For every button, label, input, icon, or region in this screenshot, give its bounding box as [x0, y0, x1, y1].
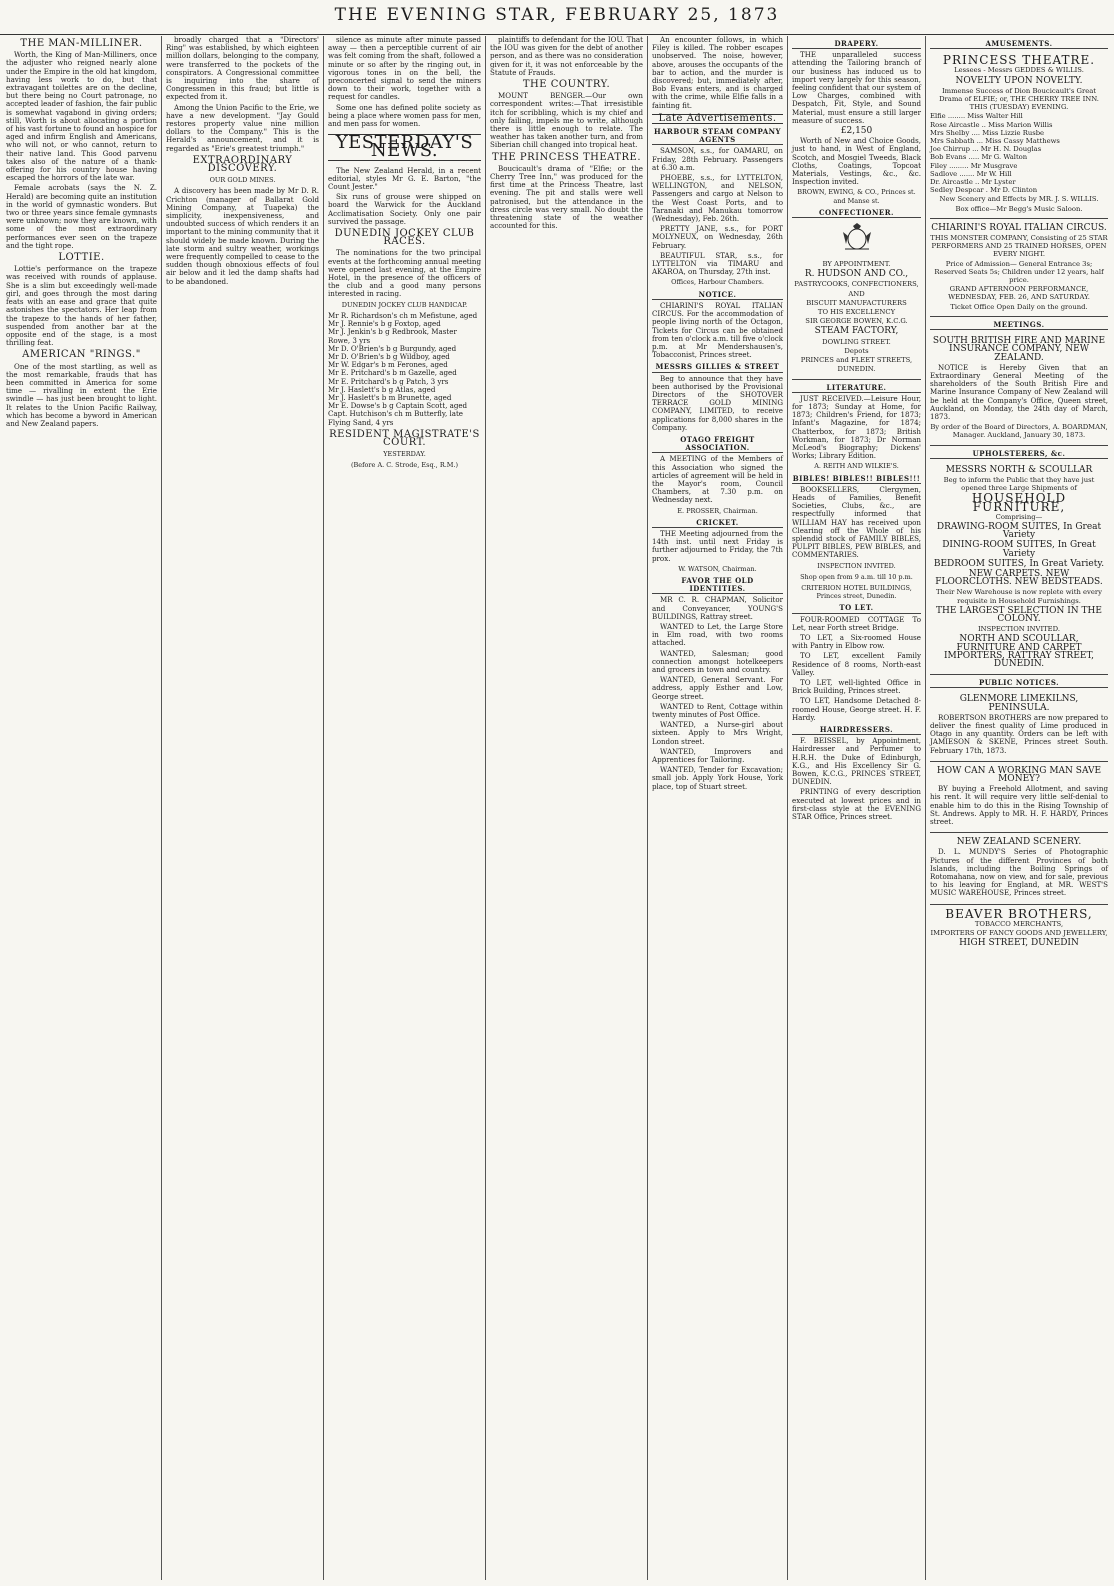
list-item: Mr W. Edgar's b m Ferones, aged	[328, 360, 448, 370]
article-heading: THE COUNTRY.	[522, 79, 611, 91]
ad-line: NEW CARPETS. NEW FLOORCLOTHS. NEW BEDSTEADS.	[935, 568, 1103, 588]
ad-line: By order of the Board of Directors, A. BOARDMAN, Manager. Auckland, January 30, 1873.	[930, 423, 1108, 440]
article-paragraph: Boucicault's drama of "Elfie; or the Cherry Tree Inn," was produced for the first time at the Princess Theatre, last evening. The pit and stalls were well patronised, but the attendance in the dress circle was very small. No doubt the threatening state of the weather accounted for this.	[490, 163, 643, 231]
masthead: THE EVENING STAR, FEBRUARY 25, 1873	[0, 0, 1114, 35]
ad-item: PRINTING of every description executed at lowest prices and in first-class style at the EVENING STAR Office, Princes street.	[792, 787, 921, 822]
list-item: Filey ......... Mr Musgrave	[930, 161, 1018, 170]
ad-line: PASTRYCOOKS, CONFECTIONERS,	[794, 280, 919, 289]
article-paragraph: silence as minute after minute passed away — then a perceptible current of air was felt coming from the shaft, followed a minute or so after by the ringing out, in vigorous tones in on the bell, the preconcerted signal to send the miners down to their work, together with a request for candles.	[328, 36, 481, 102]
ad-item: CHIARINI'S ROYAL ITALIAN CIRCUS. For the accommodation of people living north of the Octagon, Tickets for Circus can be obtained from ten o'clock a.m. till five o'clock p.m. at Mr Mendershausen's, Tobacconist, Princes street.	[652, 300, 783, 360]
column-2	[162, 36, 323, 1580]
ad-line: IMPORTERS OF FANCY GOODS AND JEWELLERY,	[930, 929, 1108, 938]
list-item: Rose Aircastle .. Miss Marion Willis	[930, 120, 1053, 129]
list-item: Mr J. Jenkin's b g Redbrook, Master Rowe, 3 yrs	[328, 327, 457, 345]
section-heading: TO LET.	[792, 604, 921, 613]
firm-name: A. REITH AND WILKIE'S.	[814, 462, 899, 471]
royal-crest-icon	[837, 222, 877, 252]
article-paragraph: Lottie's performance on the trapeze was received with rounds of applause. She is a slim but exceedingly well-made girl, and goes through the most daring feats with an ease and grace that quite astonishes the spectators. Her leap from the trapeze to the hands of her father, suspended from another bar at the opposite end of the stage, is a most thrilling feat.	[6, 264, 157, 348]
ad-line: Comprising—	[995, 512, 1043, 521]
article-subheading: (Before A. C. Strode, Esq., R.M.)	[350, 461, 459, 470]
article-heading: LOTTIE.	[58, 252, 105, 264]
ad-heading: MESSRS GILLIES & STREET	[652, 363, 783, 372]
ad-line: TOBACCO MERCHANTS,	[974, 919, 1064, 928]
ad-heading: FAVOR THE OLD IDENTITIES.	[652, 577, 783, 594]
ad-item: THE unparalleled success attending the Tailoring branch of our business has induced us to import very largely for this season, feeling confident that our system of Low Charges, combined with Despatch, Fit, Style, and Sound Material, must ensure a still larger measure of success.	[792, 50, 921, 125]
list-item: Mrs Shelby .... Miss Lizzie Rusbe	[930, 128, 1045, 137]
signature: E. PROSSER, Chairman.	[677, 506, 758, 515]
ad-line: THE LARGEST SELECTION IN THE COLONY.	[936, 605, 1102, 624]
ad-item: BY buying a Freehold Allotment, and saving his rent. It will require very little self-denial to enable him to do this in the Rising Township of St. Andrews. Apply to MR. H. F. HARDY, Princes street.	[930, 784, 1108, 827]
list-item: Mr E. Dowse's b g Captain Scott, aged	[328, 401, 468, 411]
ad-line: NORTH AND SCOULLAR, FURNITURE AND CARPET IMPORTERS, RATTRAY STREET, DUNEDIN.	[943, 634, 1095, 669]
article-paragraph: Six runs of grouse were shipped on board the Warwick for the Auckland Acclimatisation Society. Only one pair survived the passage.	[328, 192, 481, 226]
ad-working-man	[930, 762, 1108, 833]
ad-princess-theatre	[930, 51, 1108, 219]
article-paragraph: One of the most startling, as well as the most remarkable, frauds that has been committed in America for some time — rivalling in extent the Erie swindle — has just been brought to light. It relates to the Union Pacific Railway, which has become a byword in American and New Zealand papers.	[6, 361, 157, 428]
list-item: Sedley Despcar . Mr D. Clinton	[930, 186, 1038, 195]
ad-item: BEAUTIFUL STAR, s.s., for LYTTELTON via TIMARU and AKAROA, on Thursday, 27th inst.	[652, 250, 783, 277]
list-item: Elfie ........ Miss Walter Hill	[930, 112, 1023, 121]
ad-nz-scenery	[930, 833, 1108, 904]
section-heading: LITERATURE.	[792, 384, 921, 393]
ad-line: DUNEDIN.	[837, 365, 876, 374]
ad-line: MESSRS NORTH & SCOULLAR	[945, 464, 1093, 475]
article-paragraph: plaintiffs to defendant for the IOU. That the IOU was given for the debt of another person, and as there was no consideration given for it, it was not enforceable by the Statute of Frauds.	[490, 36, 643, 77]
ad-title: SOUTH BRITISH FIRE AND MARINE INSURANCE COMPANY, NEW ZEALAND.	[932, 336, 1106, 363]
article-heading: RESIDENT MAGISTRATE'S COURT.	[329, 428, 480, 448]
ad-hudson	[792, 256, 921, 379]
article-paragraph: An encounter follows, in which Filey is killed. The robber escapes unobserved. The noise, however, above, arouses the occupants of the bar to action, and the murder is discovered; but, immediately after, Bob Evans enters, and is charged with the crime, while Elfie falls in a fainting fit.	[652, 36, 783, 110]
ad-glenmore	[930, 690, 1108, 761]
ad-line: THIS MONSTER COMPANY, Consisting of 25 STAR PERFORMERS AND 25 TRAINED HORSES, OPEN EVERY NIGHT.	[930, 234, 1108, 259]
ad-line: Box office—Mr Begg's Music Saloon.	[955, 204, 1083, 213]
ad-line: Lessees - Messrs GEDDES & WILLIS.	[954, 66, 1084, 75]
signature: W. WATSON, Chairman.	[678, 564, 757, 573]
section-heading: AMUSEMENTS.	[930, 40, 1108, 49]
article-paragraph: A discovery has been made by Mr D. R. Crichton (manager of Ballarat Gold Mining Company, at Tuapeka) the simplicity, inexpensiveness, and undoubted success of which renders it an important to the mining community that it should widely be made known. During the late storm and sultry weather, workings were frequently compelled to cease to the sudden though obnoxious effects of foul air below and it led the damp shafts had to be abandoned.	[166, 186, 319, 286]
column-5	[648, 36, 787, 1580]
article-paragraph: The nominations for the two principal events at the forthcoming annual meeting were opened last evening, at the Empire Hotel, in the presence of the officers of the club and a good many persons interested in racing.	[328, 248, 481, 299]
list-item: Mr J. Haslett's b m Brunette, aged	[328, 392, 452, 402]
list-item: Mr J. Haslett's b g Atlas, aged	[328, 384, 436, 394]
wanted-ad: WANTED, Improvers and Apprentices for Tailoring.	[652, 746, 783, 765]
article-paragraph: Female acrobats (says the N. Z. Herald) are becoming quite an institution in the world of gymnastic wonders. But two or three years since female gymnasts were unknown; now they are known, with some of the most extraordinary performances ever seen on the trapeze and the tight rope.	[6, 183, 157, 250]
ad-item: MR C. R. CHAPMAN, Solicitor and Conveyancer, YOUNG'S BUILDINGS, Rattray street.	[652, 595, 783, 621]
ad-line: Beg to inform the Public that they have just opened three Large Shipments of	[943, 475, 1095, 493]
firm-name: BROWN, EWING, & CO., Princes st. and Manse st.	[797, 188, 916, 205]
column-3	[324, 36, 485, 1580]
article-subheading: YESTERDAY.	[383, 450, 426, 459]
wanted-ad: WANTED, Tender for Excavation; small job. Apply York House, York place, top of Stuart street.	[652, 765, 783, 791]
race-entries	[328, 312, 481, 427]
list-item: Dr. Aircastle .. Mr Lyster	[930, 178, 1016, 187]
article-paragraph: Worth, the King of Man-Milliners, once the adjuster who reigned nearly alone under the Empire in the old hat kingdom, having less work to do, but that extravagant toilettes are on the decline, but there being no Court patronage, no accepted leader of fashion, the fair public is somewhat vagabond in giving orders; still, Worth is about allocating a portion of his vast fortune to found an hospice for aged and infirm English and Americans, who will not, or who cannot, return to their native land. This Good parvenu takes also of the nature of a thank-offering for his country house having escaped the horrors of the late war.	[6, 50, 157, 183]
section-heading: UPHOLSTERERS, &c.	[930, 450, 1108, 459]
ad-item: JUST RECEIVED.—Leisure Hour, for 1873; Sunday at Home, for 1873; Children's Friend, for 1873; Infant's Magazine, for 1874; Chatterbox, for 1873; British Workman, for 1873; Dr Norman McLeod's Biography; Dickens' Works; Library Edition.	[792, 393, 921, 461]
ad-line: HOUSEHOLD FURNITURE,	[971, 491, 1067, 514]
article-heading: THE PRINCESS THEATRE.	[491, 151, 642, 163]
list-item: Mr J. Rennie's b g Foxtop, aged	[328, 319, 441, 329]
ad-line: Shop open from 9 a.m. till 10 p.m.	[800, 572, 913, 581]
section-heading: MEETINGS.	[930, 321, 1108, 330]
list-item: Capt. Hutchison's ch m Butterfly, late Flying Sand, 4 yrs	[328, 409, 464, 427]
ad-line: R. HUDSON AND CO.,	[804, 269, 909, 280]
ad-line: INSPECTION INVITED.	[817, 561, 896, 570]
article-paragraph: Among the Union Pacific to the Erie, we have a new development. "Jay Gould restores property value nine million dollars to the Company." This is the Herald's announcement, and it is regarded as "Erie's greatest triumph."	[166, 102, 319, 153]
column-7	[926, 36, 1112, 1580]
ad-line: PRINCES and FLEET STREETS,	[800, 356, 913, 365]
ad-title: NEW ZEALAND SCENERY.	[956, 837, 1082, 848]
ad-footer: Offices, Harbour Chambers.	[671, 278, 764, 287]
ad-title: PRINCESS THEATRE.	[942, 53, 1096, 68]
ad-chiarini-circus	[930, 219, 1108, 317]
ad-line: TO HIS EXCELLENCY	[817, 308, 896, 317]
ad-item: D. L. MUNDY'S Series of Photographic Pictures of the different Provinces of both Islands, including the Boiling Springs of Rotomahana, now on view, and for sale, previous to his leaving for England, at MR. WEST'S MUSIC WAREHOUSE, Princes street.	[930, 847, 1108, 898]
wanted-ad: WANTED to Rent, Cottage within twenty minutes of Post Office.	[652, 701, 783, 720]
ad-heading: BIBLES! BIBLES!! BIBLES!!!	[792, 473, 921, 483]
ad-item: Beg to announce that they have been authorised by the Provisional Directors of the SHOTOVER TERRACE GOLD MINING COMPANY, LIMITED, to receive applications for 8,000 shares in the Company.	[652, 373, 783, 432]
section-heading: DRAPERY.	[792, 40, 921, 49]
list-item: Sadlove ....... Mr W. Hill	[930, 169, 1012, 178]
to-let-ad: TO LET, excellent Family Residence of 8 rooms, North-east Valley.	[792, 651, 921, 677]
section-banner: YESTERDAY'S NEWS.	[328, 134, 481, 160]
section-heading: CONFECTIONER.	[792, 209, 921, 218]
ad-line: Ticket Office Open Daily on the ground.	[950, 302, 1088, 311]
ad-line: BY APPOINTMENT.	[822, 260, 891, 269]
ad-line: INSPECTION INVITED.	[977, 625, 1060, 634]
ad-line: AND	[848, 289, 865, 298]
ad-line: Immense Success of Dion Boucicault's Great Drama of ELFIE; or, THE CHERRY TREE INN. THIS (TUESDAY) EVENING.	[939, 86, 1099, 112]
ad-title: HOW CAN A WORKING MAN SAVE MONEY?	[936, 765, 1102, 785]
section-heading: HAIRDRESSERS.	[792, 726, 921, 735]
ad-title: GLENMORE LIMEKILNS, PENINSULA.	[959, 694, 1079, 713]
article-paragraph: MOUNT BENGER.—Our own correspondent writes:—That irresistible itch for scribbling, which is my chief and only failing, impels me to write, although there is little enough to relate. The weather has taken another turn, and from Siberian chill changed into tropical heat.	[490, 91, 643, 150]
firm-name: CRITERION HOTEL BUILDINGS, Princes street, Dunedin.	[801, 583, 912, 601]
wanted-ad: WANTED to Let, the Large Store in Elm road, with two rooms attached.	[652, 622, 783, 648]
ad-item: THE Meeting adjourned from the 14th inst. until next Friday is further adjourned to Friday, the 7th prox.	[652, 528, 783, 563]
article-subheading: OUR GOLD MINES.	[209, 176, 276, 185]
ad-line: NOVELTY UPON NOVELTY.	[955, 75, 1083, 86]
list-item: Mr D. O'Brien's b g Burgundy, aged	[328, 343, 457, 353]
ad-title: CHIARINI'S ROYAL ITALIAN CIRCUS.	[931, 222, 1107, 233]
ad-line: New Scenery and Effects by MR. J. S. WILLIS.	[939, 195, 1099, 204]
price: £2,150	[840, 126, 873, 137]
ad-line: Depots	[844, 346, 869, 355]
column-4	[486, 36, 647, 1580]
to-let-ad: FOUR-ROOMED COTTAGE To Let, near Forth street Bridge.	[792, 614, 921, 632]
ad-line: GRAND AFTERNOON PERFORMANCE, WEDNESDAY, FEB. 26, AND SATURDAY.	[948, 285, 1090, 302]
ad-item: ROBERTSON BROTHERS are now prepared to deliver the finest quality of Lime produced in Otago in any quantity. Orders can be left with JAMIESON & SKENE, Princes street South. February 17th, 1873.	[930, 712, 1108, 755]
ad-item: A MEETING of the Members of this Association who signed the articles of agreement will be held in the Mayor's room, Council Chambers, at 7.30 p.m. on Wednesday next.	[652, 454, 783, 505]
ad-line: DRAWING-ROOM SUITES, In Great Variety	[936, 521, 1102, 541]
ad-item: BOOKSELLERS, Clergymen, Heads of Families, Benefit Societies, Clubs, &c., are respectfully informed that WILLIAM HAY has received upon Clearing off the Whole of his splendid stock of FAMILY BIBLES, PULPIT BIBLES, PEW BIBLES, and COMMENTARIES.	[792, 484, 921, 560]
ad-item: F. BEISSEL, by Appointment, Hairdresser and Perfumer to H.R.H. the Duke of Edinburgh, K.G., and His Excellency Sir G. Bowen, K.C.G., PRINCES STREET, DUNEDIN.	[792, 736, 921, 787]
to-let-ad: TO LET, a Six-roomed House with Pantry in Elbow row.	[792, 632, 921, 651]
list-item: Mr E. Pritchard's b m Gazelle, aged	[328, 368, 457, 378]
cast-list	[930, 112, 1108, 194]
ad-heading: NOTICE.	[652, 291, 783, 300]
list-item: Mrs Sabbath ... Miss Cassy Matthews	[930, 137, 1060, 146]
list-item: Joe Chirrup ... Mr H. N. Douglas	[930, 145, 1042, 154]
article-paragraph: The New Zealand Herald, in a recent editorial, styles Mr G. E. Barton, "the Count Jester."	[328, 165, 481, 192]
ad-line: Price of Admission— General Entrance 3s; Reserved Seats 5s; Children under 12 years, half price.	[934, 259, 1104, 285]
ad-line: BISCUIT MANUFACTURERS	[806, 298, 907, 307]
ad-line: BEAVER BROTHERS,	[945, 906, 1093, 921]
article-heading: EXTRAORDINARY DISCOVERY.	[192, 154, 293, 175]
section-heading: Late Advertisements.	[652, 114, 783, 124]
list-item: Mr D. O'Brien's b g Wildboy, aged	[328, 351, 450, 361]
ad-line: DINING-ROOM SUITES, In Great Variety	[942, 540, 1096, 559]
ad-item: SAMSON, s.s., for OAMARU, on Friday, 28th February. Passengers at 6.30 a.m.	[652, 146, 783, 172]
ad-heading: CRICKET.	[652, 519, 783, 528]
wanted-ad: WANTED, Salesman; good connection amongst hotelkeepers and grocers in town and country.	[652, 648, 783, 675]
article-subheading: DUNEDIN JOCKEY CLUB HANDICAP.	[341, 300, 468, 309]
wanted-ad: WANTED, General Servant. For address, apply Esther and Low, George street.	[652, 675, 783, 701]
list-item: Bob Evans ..... Mr G. Walton	[930, 153, 1028, 162]
ad-line: STEAM FACTORY,	[814, 326, 899, 337]
ad-item: NOTICE is Hereby Given that an Extraordinary General Meeting of the shareholders of the South British Fire and Marine Insurance Company of New Zealand will be held at the Company's Office, Queen street, Auckland, on Monday, the 24th day of March, 1873.	[930, 362, 1108, 421]
column-6	[788, 36, 925, 1580]
article-heading: DUNEDIN JOCKEY CLUB RACES.	[334, 228, 475, 248]
list-item: Mr R. Richardson's ch m Mefistune, aged	[328, 310, 478, 320]
wanted-ad: WANTED, a Nurse-girl about sixteen. Apply to Mrs Wright, London street.	[652, 720, 783, 746]
list-item: Mr E. Pritchard's b g Patch, 3 yrs	[328, 376, 449, 386]
ad-item: PRETTY JANE, s.s., for PORT MOLYNEUX, on Wednesday, 26th February.	[652, 224, 783, 250]
ad-line: DOWLING STREET.	[822, 337, 891, 346]
section-heading: PUBLIC NOTICES.	[930, 679, 1108, 688]
ad-north-scoullar	[930, 461, 1108, 675]
ad-line: Their New Warehouse is now replete with every requisite in Household Furnishings.	[936, 588, 1102, 605]
article-paragraph: Some one has defined polite society as being a place where women pass for men, and men pass for women.	[328, 102, 481, 129]
ad-item: PHOEBE, s.s., for LYTTELTON, WELLINGTON, and NELSON, Passengers and cargo at Nelson to the West Coast Ports, and to Taranaki and Manukau tomorrow (Wednesday), Feb. 26th.	[652, 173, 783, 224]
to-let-ad: TO LET, Handsome Detached 8-roomed House, George street. H. F. Hardy.	[792, 696, 921, 722]
ad-line: SIR GEORGE BOWEN, K.C.G.	[805, 317, 908, 326]
ad-line: HIGH STREET, DUNEDIN	[959, 938, 1079, 949]
ad-south-british	[930, 332, 1108, 445]
article-heading: AMERICAN "RINGS."	[22, 349, 141, 361]
ad-heading: OTAGO FREIGHT ASSOCIATION.	[652, 436, 783, 453]
to-let-ad: TO LET, well-lighted Office in Brick Building, Princes street.	[792, 678, 921, 696]
article-paragraph: broadly charged that a "Directors' Ring" was established, by which eighteen million dollars, belonging to the company, were transferred to the pockets of the conspirators. A Congressional committee is inquiring into the share of Congressmen in this fraud; but little is expected from it.	[166, 36, 319, 102]
ad-heading: HARBOUR STEAM COMPANY AGENTS	[653, 127, 782, 145]
ad-beaver-brothers	[930, 905, 1108, 954]
column-1	[2, 36, 161, 1580]
article-heading: THE MAN-MILLINER.	[20, 38, 143, 49]
ad-line: BEDROOM SUITES, In Great Variety.	[933, 558, 1105, 569]
ad-item: Worth of New and Choice Goods, just to hand, in West of England, Scotch, and Mosgiel Tweeds, Black Cloths, Coatings, Topcoat Materials, Vestings, &c., &c. Inspection invited.	[792, 136, 921, 187]
